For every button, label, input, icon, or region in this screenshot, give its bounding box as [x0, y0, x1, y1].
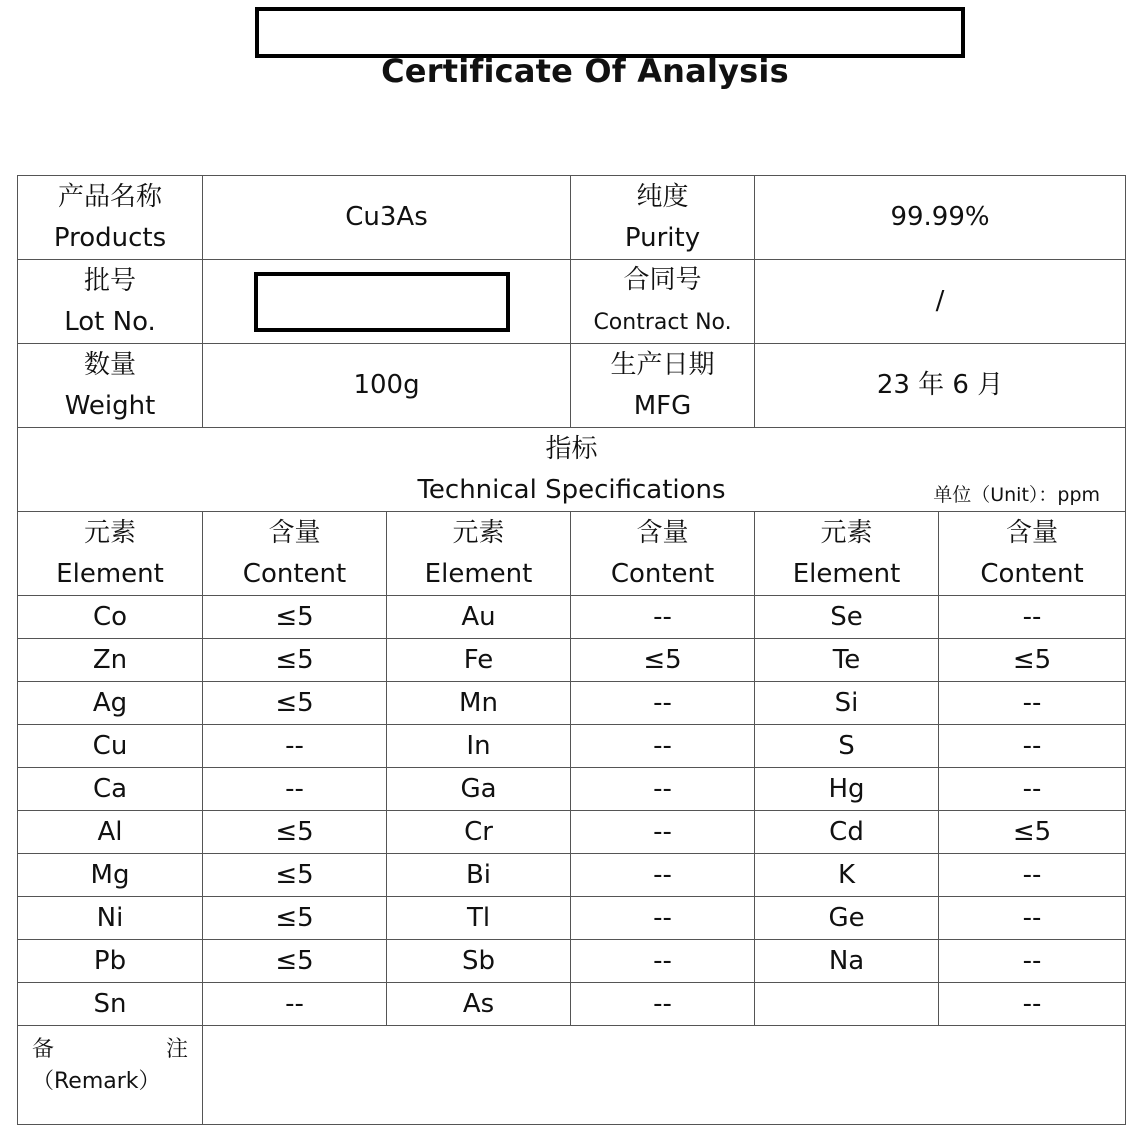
content-cell: -- [571, 940, 755, 983]
content-cell: -- [939, 983, 1126, 1026]
content-cell: -- [939, 596, 1126, 639]
row-remark [18, 1026, 1126, 1125]
content-cell: -- [939, 854, 1126, 897]
element-cell: Hg [755, 768, 939, 811]
content-cell: -- [939, 682, 1126, 725]
header-content: 含量 Content [203, 512, 387, 596]
remark-value [203, 1026, 1126, 1125]
redaction-box-lot [254, 272, 510, 332]
products-value: Cu3As [203, 176, 571, 260]
mfg-value: 23 年 6 月 [755, 344, 1126, 428]
header-content: 含量 Content [571, 512, 755, 596]
certificate-table [17, 175, 1126, 1125]
element-cell: As [387, 983, 571, 1026]
table-row [18, 811, 1126, 854]
header-element: 元素 Element [755, 512, 939, 596]
table-row [18, 682, 1126, 725]
weight-label: 数量 Weight [18, 344, 203, 428]
content-cell: ≤5 [939, 639, 1126, 682]
contract-value: / [755, 260, 1126, 344]
content-cell: -- [571, 854, 755, 897]
content-cell: -- [571, 811, 755, 854]
table-row [18, 768, 1126, 811]
element-cell: Si [755, 682, 939, 725]
element-cell: Ge [755, 897, 939, 940]
content-cell: -- [939, 897, 1126, 940]
document-title: Certificate Of Analysis [381, 52, 789, 90]
row-weight [18, 344, 1126, 428]
element-cell: Bi [387, 854, 571, 897]
element-cell: Zn [18, 639, 203, 682]
element-cell: S [755, 725, 939, 768]
element-cell: Cd [755, 811, 939, 854]
spec-title: 指标 Technical Specifications 单位（Unit）：ppm [18, 428, 1126, 512]
header-element: 元素 Element [387, 512, 571, 596]
element-cell: Mg [18, 854, 203, 897]
element-cell: Al [18, 811, 203, 854]
element-cell: Sb [387, 940, 571, 983]
mfg-label: 生产日期 MFG [571, 344, 755, 428]
element-cell: Pb [18, 940, 203, 983]
contract-label: 合同号 Contract No. [571, 260, 755, 344]
element-cell: Mn [387, 682, 571, 725]
lot-value [203, 260, 571, 344]
content-cell: ≤5 [203, 682, 387, 725]
element-cell: Sn [18, 983, 203, 1026]
content-cell: -- [203, 725, 387, 768]
content-cell: ≤5 [203, 639, 387, 682]
content-cell: ≤5 [939, 811, 1126, 854]
purity-label: 纯度 Purity [571, 176, 755, 260]
table-row [18, 596, 1126, 639]
element-cell: Tl [387, 897, 571, 940]
content-cell: -- [939, 768, 1126, 811]
row-spec-title [18, 428, 1126, 512]
element-cell: Te [755, 639, 939, 682]
content-cell: -- [203, 983, 387, 1026]
purity-value: 99.99% [755, 176, 1126, 260]
content-cell: ≤5 [203, 811, 387, 854]
weight-value: 100g [203, 344, 571, 428]
content-cell: ≤5 [203, 897, 387, 940]
lot-label: 批号 Lot No. [18, 260, 203, 344]
content-cell: -- [571, 725, 755, 768]
content-cell: -- [571, 596, 755, 639]
content-cell: ≤5 [203, 854, 387, 897]
element-cell: Cr [387, 811, 571, 854]
element-cell: In [387, 725, 571, 768]
content-cell: -- [571, 682, 755, 725]
content-cell: -- [571, 983, 755, 1026]
products-label: 产品名称 Products [18, 176, 203, 260]
content-cell: ≤5 [203, 596, 387, 639]
table-row [18, 725, 1126, 768]
content-cell: -- [203, 768, 387, 811]
element-cell: K [755, 854, 939, 897]
header-content: 含量 Content [939, 512, 1126, 596]
redaction-box-company [255, 7, 965, 58]
content-cell: -- [939, 725, 1126, 768]
table-row [18, 940, 1126, 983]
table-row [18, 983, 1126, 1026]
element-cell: Ga [387, 768, 571, 811]
row-column-headers [18, 512, 1126, 596]
row-lot [18, 260, 1126, 344]
element-cell: Ag [18, 682, 203, 725]
content-cell: ≤5 [203, 940, 387, 983]
element-cell: Ni [18, 897, 203, 940]
row-products [18, 176, 1126, 260]
table-row [18, 897, 1126, 940]
header-element: 元素 Element [18, 512, 203, 596]
element-cell: Au [387, 596, 571, 639]
element-cell: Se [755, 596, 939, 639]
content-cell: -- [571, 897, 755, 940]
table-row [18, 639, 1126, 682]
content-cell: ≤5 [571, 639, 755, 682]
element-cell: Cu [18, 725, 203, 768]
content-cell: -- [939, 940, 1126, 983]
remark-label: 备 注 （Remark） [18, 1026, 203, 1125]
unit-label: 单位（Unit）：ppm [933, 484, 1101, 506]
table-row [18, 854, 1126, 897]
element-cell [755, 983, 939, 1026]
element-cell: Ca [18, 768, 203, 811]
element-cell: Co [18, 596, 203, 639]
element-cell: Fe [387, 639, 571, 682]
element-cell: Na [755, 940, 939, 983]
content-cell: -- [571, 768, 755, 811]
